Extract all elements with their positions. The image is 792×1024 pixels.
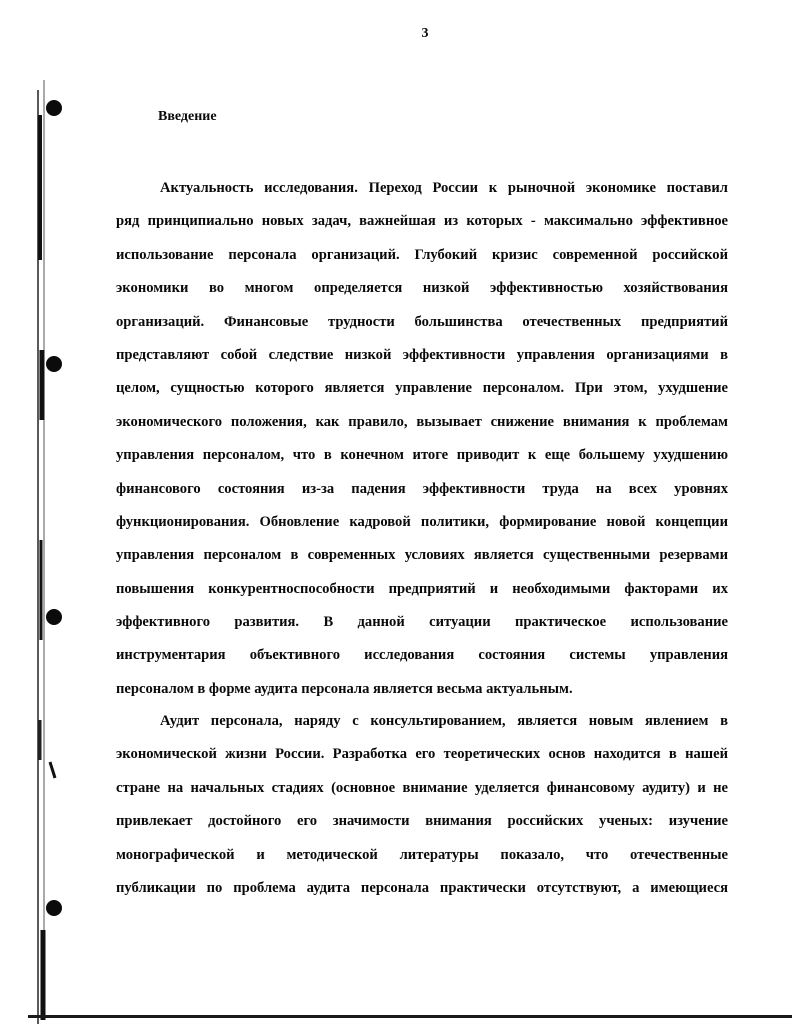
paragraph-line: привлекает достойного его значимости внимания российских ученых: изучение: [116, 813, 728, 830]
paragraph-actuality: [116, 172, 728, 706]
paragraph-line: организаций. Финансовые трудности большинства отечественных предприятий: [116, 313, 728, 330]
section-heading: Введение: [158, 109, 217, 124]
paragraph-line: стране на начальных стадиях (основное внимание уделяется финансовому аудиту) и не: [116, 779, 728, 796]
punch-hole: [46, 900, 62, 916]
paragraph-line: повышения конкурентноспособности предприятий и необходимыми факторами их: [116, 580, 728, 597]
paragraph-line: управления персоналом в современных условиях является существенными резервами: [116, 547, 728, 564]
paragraph-line: управления персоналом, что в конечном итоге приводит к еще большему ухудшению: [116, 447, 728, 464]
page-number: 3: [421, 26, 429, 41]
paragraph-line: публикации по проблема аудита персонала практически отсутствуют, а имеющиеся: [116, 879, 728, 896]
paragraph-line: ряд принципиально новых задач, важнейшая из которых - максимально эффективное: [116, 213, 728, 230]
paragraph-line: функционирования. Обновление кадровой политики, формирование новой концепции: [116, 513, 728, 530]
paragraph-audit: [116, 705, 728, 905]
punch-hole: [46, 609, 62, 625]
paragraph-line: целом, сущностью которого является управление персоналом. При этом, ухудшение: [116, 380, 728, 397]
paragraph-line: персоналом в форме аудита персонала является весьма актуальным.: [116, 680, 573, 697]
punch-hole: [46, 100, 62, 116]
scan-bottom-edge: [28, 1015, 792, 1018]
paragraph-line: инструментария объективного исследования состояния системы управления: [116, 647, 728, 664]
paragraph-line: монографической и методической литературы показало, что отечественные: [116, 846, 728, 863]
punch-hole: [46, 356, 62, 372]
paragraph-line: экономического положения, как правило, вызывает снижение внимания к проблемам: [116, 413, 728, 430]
paragraph-line: финансового состояния из-за падения эффективности труда на всех уровнях: [116, 480, 728, 497]
paragraph-lead: Актуальность исследования.: [160, 180, 358, 196]
paragraph-line: представляют собой следствие низкой эффективности управления организациями в: [116, 346, 728, 363]
paragraph-line: Аудит персонала, наряду с консультированием, является новым явлением в: [160, 713, 728, 729]
paragraph-line: экономики во многом определяется низкой эффективностью хозяйствования: [116, 280, 728, 297]
paragraph-line: экономической жизни России. Разработка его теоретических основ находится в нашей: [116, 746, 728, 763]
paragraph-line: использование персонала организаций. Глубокий кризис современной российской: [116, 246, 728, 263]
paragraph-line: Актуальность исследования. Переход России к рыночной экономике поставил: [160, 180, 728, 196]
scan-edge-artifacts: [0, 0, 70, 1024]
paragraph-line: эффективного развития. В данной ситуации практическое использование: [116, 614, 728, 631]
